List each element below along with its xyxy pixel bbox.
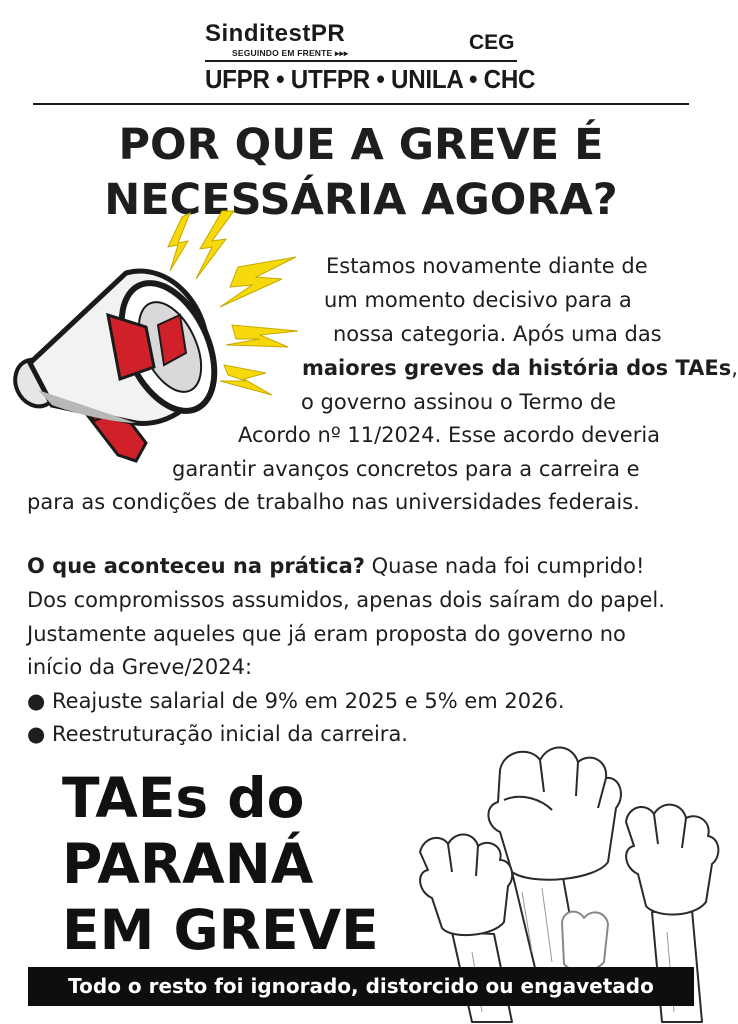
practice-line: Justamente aqueles que já eram proposta do governo no — [27, 622, 626, 646]
strike-slogan — [62, 765, 379, 963]
practice-question-rest: Quase nada foi cumprido! — [364, 554, 645, 578]
logo-tagline: SEGUINDO EM FRENTE ▸▸▸ — [232, 48, 349, 58]
title-line-2: NECESSÁRIA AGORA? — [104, 175, 618, 225]
bullet-item: ● Reestruturação inicial da carreira. — [27, 722, 408, 746]
practice-question — [27, 549, 644, 584]
intro-line: nossa categoria. Após uma das — [333, 322, 662, 346]
intro-line: garantir avanços concretos para a carreira e — [172, 457, 640, 481]
practice-line: início da Greve/2024: — [27, 655, 253, 679]
intro-line: Acordo nº 11/2024. Esse acordo deveria — [238, 423, 661, 447]
practice-line: Dos compromissos assumidos, apenas dois saíram do papel. — [27, 588, 665, 612]
practice-question-bold: O que aconteceu na prática? — [27, 554, 365, 578]
intro-highlight: maiores greves da história dos TAEs — [302, 356, 732, 380]
header-divider — [33, 103, 689, 105]
megaphone-icon — [8, 255, 223, 470]
bullet-item: ● Reajuste salarial de 9% em 2025 e 5% em 2026. — [27, 689, 565, 713]
intro-comma: , — [731, 356, 738, 380]
page-title — [0, 118, 722, 228]
intro-line: para as condições de trabalho nas universidades federais. — [27, 490, 640, 514]
title-line-1: POR QUE A GREVE É — [118, 120, 604, 170]
slogan-line-2: PARANÁ — [62, 832, 314, 896]
ceg-label: CEG — [469, 31, 515, 54]
logo-divider — [205, 60, 517, 62]
logo-name: SinditestPR — [205, 20, 346, 47]
intro-line — [302, 351, 738, 386]
slogan-line-1: TAEs do — [62, 766, 305, 830]
footer-banner-text: Todo o resto foi ignorado, distorcido ou engavetado — [68, 974, 654, 998]
universities-line: UFPR • UTFPR • UNILA • CHC — [205, 64, 536, 94]
intro-line: Estamos novamente diante de — [326, 254, 648, 278]
intro-line: o governo assinou o Termo de — [301, 390, 617, 414]
intro-line: um momento decisivo para a — [324, 288, 632, 312]
slogan-line-3: EM GREVE — [62, 898, 379, 962]
